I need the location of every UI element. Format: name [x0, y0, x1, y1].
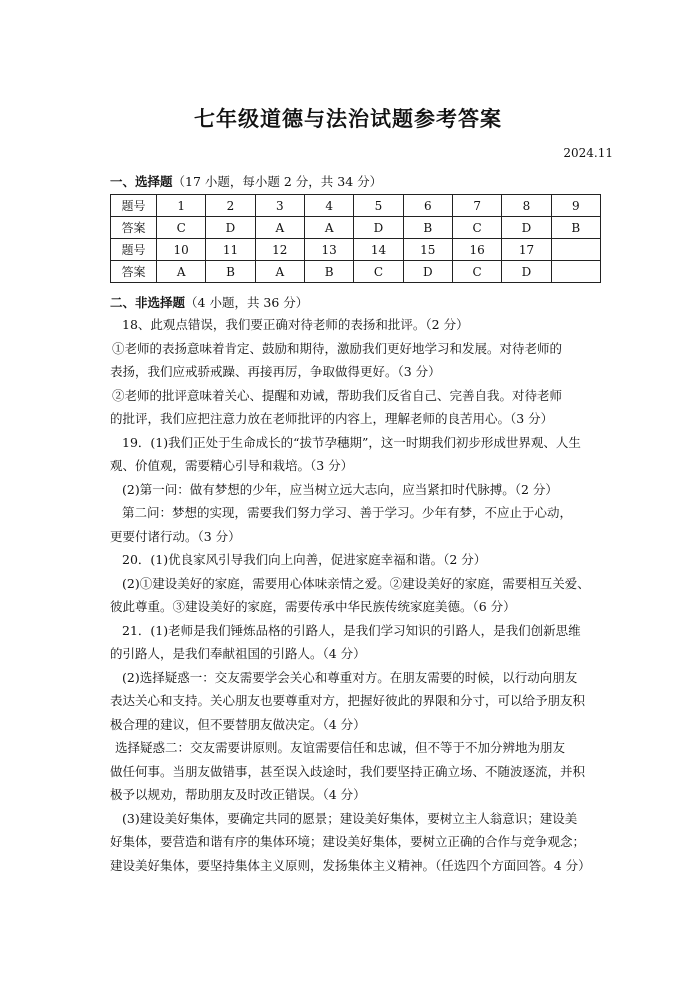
answer-line: 表达关心和支持。关心朋友也要尊重对方，把握好彼此的界限和分寸，可以给予朋友积 [110, 693, 586, 708]
question-number-cell: 8 [502, 195, 551, 217]
question-number-cell: 2 [206, 195, 255, 217]
question-number-cell: 3 [255, 195, 304, 217]
table-row [111, 195, 601, 217]
table-row [111, 239, 601, 261]
answer-line: 好集体，要营造和谐有序的集体环境；建设美好集体，要树立正确的合作与竞争观念； [110, 834, 586, 849]
section-name: 二、非选择题 [110, 295, 186, 310]
question-number-cell: 17 [502, 239, 551, 261]
answer-cell: A [157, 261, 206, 283]
question-number-cell: 10 [157, 239, 206, 261]
answer-cell: B [403, 217, 452, 239]
question-number-cell: 16 [452, 239, 501, 261]
answer-cell: D [354, 217, 403, 239]
answer-line: (2)①建设美好的家庭，需要用心体味亲情之爱。②建设美好的家庭，需要相互关爱、 [122, 575, 590, 591]
answer-line: 选择疑惑二：交友需要讲原则。友谊需要信任和忠诚，但不等于不加分辨地为朋友 [115, 740, 566, 755]
answer-cell: D [502, 217, 551, 239]
question-number-cell: 7 [452, 195, 501, 217]
exam-date: 2024.11 [563, 146, 613, 160]
question-number-cell: 12 [255, 239, 304, 261]
answer-cell: C [452, 217, 501, 239]
answer-cell: B [551, 217, 600, 239]
answer-line: ①老师的表扬意味着肯定、鼓励和期待，激励我们更好地学习和发展。对待老师的 [112, 340, 563, 356]
answer-line: 20．(1)优良家风引导我们向上向善，促进家庭幸福和谐。（2 分） [122, 552, 487, 567]
answer-cell: B [206, 261, 255, 283]
section-heading-nonchoice [110, 293, 308, 311]
answer-line: (3)建设美好集体，要确定共同的愿景；建设美好集体，要树立主人翁意识；建设美 [122, 810, 578, 826]
answer-cell: C [452, 261, 501, 283]
question-number-cell: 4 [304, 195, 353, 217]
answer-cell: D [502, 261, 551, 283]
question-number-cell: 15 [403, 239, 452, 261]
row-label: 答案 [111, 261, 157, 283]
answer-line: 21．(1)老师是我们锤炼品格的引路人，是我们学习知识的引路人，是我们创新思维 [122, 622, 581, 638]
answer-cell: C [354, 261, 403, 283]
answer-line: 更要付诸行动。（3 分） [110, 528, 241, 544]
answer-cell: B [304, 261, 353, 283]
answer-line: 的引路人，是我们奉献祖国的引路人。（4 分） [110, 646, 366, 661]
row-label: 答案 [111, 217, 157, 239]
answer-line: 第二问：梦想的实现，需要我们努力学习、善于学习。少年有梦，不应止于心动， [122, 505, 573, 520]
row-label: 题号 [111, 239, 157, 261]
section-note: （17 小题，每小题 2 分，共 34 分） [172, 174, 383, 189]
question-number-cell: 6 [403, 195, 452, 217]
question-number-cell: 5 [354, 195, 403, 217]
row-label: 题号 [111, 195, 157, 217]
answer-line: 的批评，我们应把注意力放在老师批评的内容上，理解老师的良苦用心。（3 分） [110, 411, 554, 426]
question-number-cell [551, 239, 600, 261]
answer-body [110, 313, 613, 877]
answer-line: 做任何事。当朋友做错事，甚至误入歧途时，我们要坚持正确立场、不随波逐流，并积 [110, 763, 586, 779]
table-row [111, 261, 601, 283]
answer-line: 18、此观点错误，我们要正确对待老师的表扬和批评。（2 分） [122, 317, 469, 332]
answer-cell: A [304, 217, 353, 239]
answer-line: 彼此尊重。③建设美好的家庭，需要传承中华民族传统家庭美德。（6 分） [110, 599, 516, 614]
section-note: （4 小题，共 36 分） [185, 295, 309, 310]
answer-line: 极予以规劝，帮助朋友及时改正错误。（4 分） [110, 787, 366, 802]
answer-line: 观、价值观，需要精心引导和栽培。（3 分） [110, 458, 354, 473]
answer-line: 表扬，我们应戒骄戒躁、再接再厉，争取做得更好。（3 分） [110, 364, 441, 379]
answer-line: 极合理的建议，但不要替朋友做决定。（4 分） [110, 716, 366, 732]
answer-line: (2)选择疑惑一：交友需要学会关心和尊重对方。在朋友需要的时候，以行动向朋友 [122, 669, 578, 685]
answer-cell [551, 261, 600, 283]
table-row [111, 217, 601, 239]
answer-cell: D [206, 217, 255, 239]
section-heading-choice [110, 172, 382, 190]
question-number-cell: 11 [206, 239, 255, 261]
answer-cell: A [255, 261, 304, 283]
answer-cell: D [403, 261, 452, 283]
question-number-cell: 1 [157, 195, 206, 217]
section-name: 一、选择题 [110, 174, 173, 189]
answer-line: ②老师的批评意味着关心、提醒和劝诫，帮助我们反省自己、完善自我。对待老师 [112, 387, 563, 403]
question-number-cell: 9 [551, 195, 600, 217]
page-title: 七年级道德与法治试题参考答案 [194, 107, 502, 131]
question-number-cell: 13 [304, 239, 353, 261]
answer-line: 19．(1)我们正处于生命成长的“拔节孕穗期”，这一时期我们初步形成世界观、人生 [122, 434, 581, 450]
question-number-cell: 14 [354, 239, 403, 261]
answer-line: (2)第一问：做有梦想的少年，应当树立远大志向，应当紧扣时代脉搏。（2 分） [122, 481, 558, 497]
answer-table [110, 194, 601, 283]
answer-cell: C [157, 217, 206, 239]
answer-line: 建设美好集体，要坚持集体主义原则，发扬集体主义精神。（任选四个方面回答。4 分） [110, 857, 591, 873]
answer-cell: A [255, 217, 304, 239]
